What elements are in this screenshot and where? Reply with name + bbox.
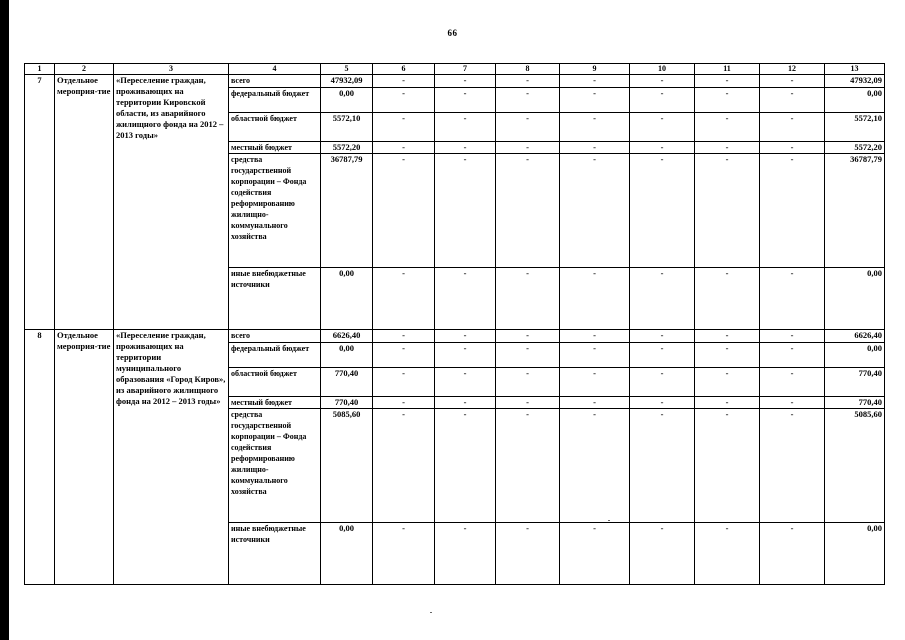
empty-value-col6: -: [373, 330, 435, 343]
budget-table-container: [24, 63, 884, 585]
empty-value-col8: -: [496, 343, 560, 368]
empty-value-col9: -: [560, 397, 630, 409]
amount-total-col5: 5572,10: [321, 113, 373, 142]
scan-speck: [608, 520, 610, 521]
column-number-2: 2: [55, 64, 114, 75]
empty-value-col10: -: [630, 343, 695, 368]
empty-value-col12: -: [760, 154, 825, 268]
empty-value-col11: -: [695, 113, 760, 142]
funding-source-name: областной бюджет: [229, 368, 321, 397]
column-number-11: 11: [695, 64, 760, 75]
empty-value-col7: -: [435, 142, 496, 154]
empty-value-col9: -: [560, 154, 630, 268]
empty-value-col7: -: [435, 523, 496, 585]
funding-source-name: местный бюджет: [229, 142, 321, 154]
funding-source-name: средства государственной корпорации – Фонда содействия реформированию жилищно-коммунального хозяйства: [229, 409, 321, 523]
empty-value-col9: -: [560, 75, 630, 88]
funding-row: [25, 330, 885, 343]
empty-value-col12: -: [760, 142, 825, 154]
empty-value-col9: -: [560, 409, 630, 523]
empty-value-col11: -: [695, 154, 760, 268]
empty-value-col7: -: [435, 88, 496, 113]
event-title: «Переселение граждан, проживающих на территории Кировской области, из аварийного жилищного фонда на 2012 – 2013 годы»: [114, 75, 229, 330]
empty-value-col10: -: [630, 75, 695, 88]
event-index: 7: [25, 75, 55, 330]
empty-value-col7: -: [435, 397, 496, 409]
empty-value-col8: -: [496, 268, 560, 330]
empty-value-col10: -: [630, 397, 695, 409]
amount-total-col5: 770,40: [321, 397, 373, 409]
empty-value-col12: -: [760, 330, 825, 343]
amount-total-col13: 36787,79: [825, 154, 885, 268]
amount-total-col5: 5572,20: [321, 142, 373, 154]
empty-value-col8: -: [496, 523, 560, 585]
empty-value-col8: -: [496, 368, 560, 397]
scan-speck: [430, 612, 432, 613]
empty-value-col9: -: [560, 113, 630, 142]
empty-value-col10: -: [630, 330, 695, 343]
empty-value-col12: -: [760, 113, 825, 142]
empty-value-col11: -: [695, 75, 760, 88]
empty-value-col10: -: [630, 142, 695, 154]
empty-value-col8: -: [496, 397, 560, 409]
column-number-3: 3: [114, 64, 229, 75]
column-number-8: 8: [496, 64, 560, 75]
empty-value-col8: -: [496, 75, 560, 88]
empty-value-col6: -: [373, 523, 435, 585]
column-number-5: 5: [321, 64, 373, 75]
amount-total-col13: 5572,10: [825, 113, 885, 142]
empty-value-col8: -: [496, 154, 560, 268]
empty-value-col10: -: [630, 154, 695, 268]
column-number-4: 4: [229, 64, 321, 75]
empty-value-col12: -: [760, 75, 825, 88]
empty-value-col6: -: [373, 88, 435, 113]
empty-value-col12: -: [760, 368, 825, 397]
empty-value-col9: -: [560, 88, 630, 113]
column-number-row: [25, 64, 885, 75]
empty-value-col10: -: [630, 523, 695, 585]
empty-value-col10: -: [630, 268, 695, 330]
amount-total-col13: 47932,09: [825, 75, 885, 88]
amount-total-col5: 0,00: [321, 268, 373, 330]
empty-value-col6: -: [373, 409, 435, 523]
empty-value-col7: -: [435, 154, 496, 268]
funding-source-name: федеральный бюджет: [229, 343, 321, 368]
empty-value-col11: -: [695, 343, 760, 368]
empty-value-col12: -: [760, 523, 825, 585]
empty-value-col11: -: [695, 397, 760, 409]
empty-value-col11: -: [695, 330, 760, 343]
empty-value-col8: -: [496, 330, 560, 343]
empty-value-col6: -: [373, 343, 435, 368]
empty-value-col8: -: [496, 142, 560, 154]
empty-value-col10: -: [630, 113, 695, 142]
column-number-13: 13: [825, 64, 885, 75]
empty-value-col6: -: [373, 268, 435, 330]
empty-value-col7: -: [435, 409, 496, 523]
empty-value-col8: -: [496, 409, 560, 523]
empty-value-col8: -: [496, 113, 560, 142]
column-number-9: 9: [560, 64, 630, 75]
funding-source-name: иные внебюджетные источники: [229, 268, 321, 330]
empty-value-col12: -: [760, 397, 825, 409]
empty-value-col12: -: [760, 409, 825, 523]
amount-total-col5: 5085,60: [321, 409, 373, 523]
amount-total-col13: 0,00: [825, 88, 885, 113]
column-number-12: 12: [760, 64, 825, 75]
column-number-1: 1: [25, 64, 55, 75]
amount-total-col13: 770,40: [825, 397, 885, 409]
empty-value-col7: -: [435, 113, 496, 142]
amount-total-col5: 47932,09: [321, 75, 373, 88]
amount-total-col5: 770,40: [321, 368, 373, 397]
funding-source-name: федеральный бюджет: [229, 88, 321, 113]
funding-source-name: всего: [229, 75, 321, 88]
funding-source-name: средства государственной корпорации – Фонда содействия реформированию жилищно-коммунального хозяйства: [229, 154, 321, 268]
empty-value-col6: -: [373, 397, 435, 409]
column-number-10: 10: [630, 64, 695, 75]
event-type: Отдельное мероприя-тие: [55, 75, 114, 330]
funding-source-name: всего: [229, 330, 321, 343]
empty-value-col11: -: [695, 409, 760, 523]
empty-value-col8: -: [496, 88, 560, 113]
amount-total-col13: 770,40: [825, 368, 885, 397]
empty-value-col6: -: [373, 75, 435, 88]
column-number-6: 6: [373, 64, 435, 75]
column-number-7: 7: [435, 64, 496, 75]
empty-value-col12: -: [760, 88, 825, 113]
empty-value-col11: -: [695, 523, 760, 585]
empty-value-col11: -: [695, 268, 760, 330]
empty-value-col9: -: [560, 343, 630, 368]
empty-value-col12: -: [760, 343, 825, 368]
amount-total-col5: 36787,79: [321, 154, 373, 268]
funding-source-name: местный бюджет: [229, 397, 321, 409]
empty-value-col11: -: [695, 368, 760, 397]
amount-total-col5: 6626,40: [321, 330, 373, 343]
empty-value-col9: -: [560, 368, 630, 397]
amount-total-col5: 0,00: [321, 523, 373, 585]
empty-value-col9: -: [560, 142, 630, 154]
amount-total-col13: 5085,60: [825, 409, 885, 523]
empty-value-col7: -: [435, 343, 496, 368]
funding-source-name: областной бюджет: [229, 113, 321, 142]
empty-value-col6: -: [373, 142, 435, 154]
empty-value-col7: -: [435, 268, 496, 330]
empty-value-col7: -: [435, 368, 496, 397]
empty-value-col12: -: [760, 268, 825, 330]
empty-value-col7: -: [435, 75, 496, 88]
empty-value-col10: -: [630, 409, 695, 523]
event-index: 8: [25, 330, 55, 585]
empty-value-col11: -: [695, 88, 760, 113]
amount-total-col13: 5572,20: [825, 142, 885, 154]
empty-value-col11: -: [695, 142, 760, 154]
amount-total-col13: 0,00: [825, 343, 885, 368]
amount-total-col13: 0,00: [825, 523, 885, 585]
scan-edge-bar: [0, 0, 9, 640]
empty-value-col6: -: [373, 368, 435, 397]
amount-total-col5: 0,00: [321, 343, 373, 368]
funding-source-name: иные внебюджетные источники: [229, 523, 321, 585]
empty-value-col6: -: [373, 154, 435, 268]
amount-total-col5: 0,00: [321, 88, 373, 113]
amount-total-col13: 6626,40: [825, 330, 885, 343]
empty-value-col9: -: [560, 523, 630, 585]
empty-value-col7: -: [435, 330, 496, 343]
empty-value-col10: -: [630, 368, 695, 397]
budget-table: [24, 63, 885, 585]
budget-table-body: [25, 64, 885, 585]
amount-total-col13: 0,00: [825, 268, 885, 330]
funding-row: [25, 75, 885, 88]
event-title: «Переселение граждан, проживающих на территории муниципального образования «Город Киров», из аварийного жилищного фонда на 2012 – 2013 годы»: [114, 330, 229, 585]
event-type: Отдельное мероприя-тие: [55, 330, 114, 585]
empty-value-col6: -: [373, 113, 435, 142]
empty-value-col9: -: [560, 268, 630, 330]
empty-value-col9: -: [560, 330, 630, 343]
empty-value-col10: -: [630, 88, 695, 113]
page-number: 66: [447, 28, 458, 38]
